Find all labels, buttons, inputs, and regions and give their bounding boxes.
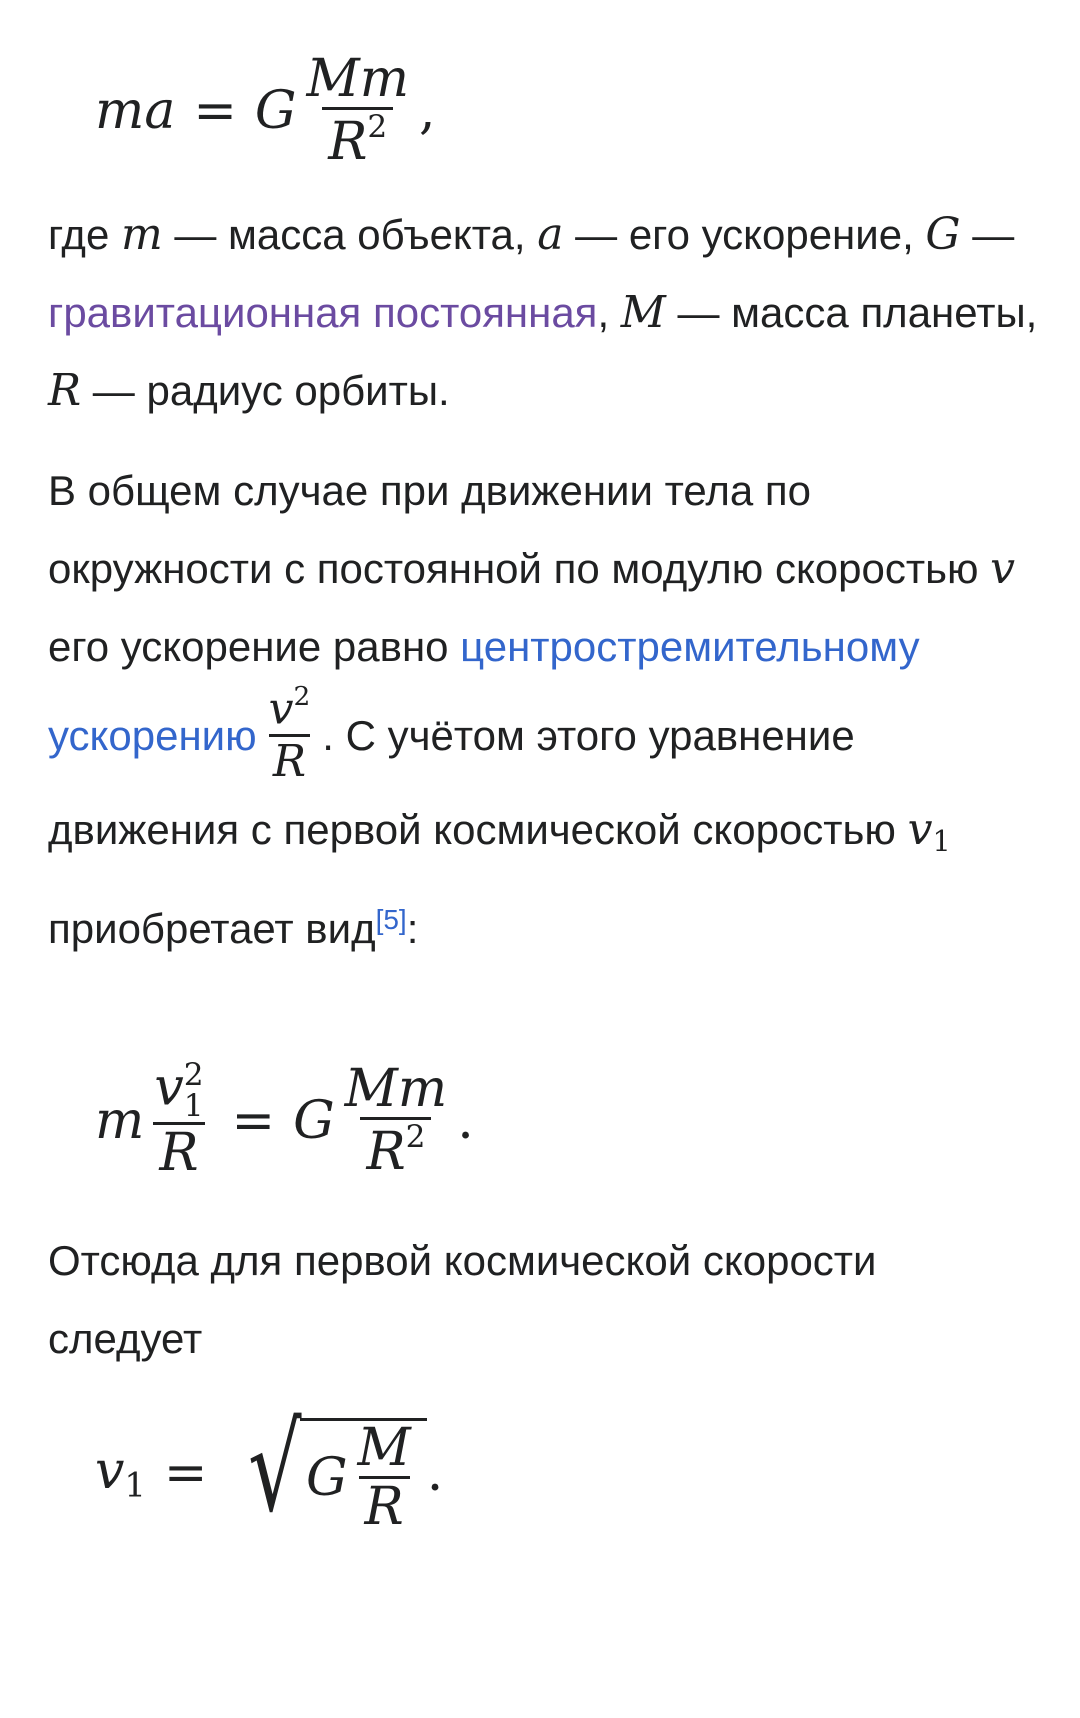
var-G: G — [293, 1091, 335, 1152]
var-v1: $v_1$ — [95, 1441, 146, 1505]
fraction — [300, 49, 415, 172]
numerator: Mm — [344, 1058, 448, 1119]
fraction-v2-over-R: $\frac{v^2}{R}$ — [268, 681, 311, 787]
denominator: $R^2$ — [360, 1117, 431, 1181]
var-G: G — [925, 209, 961, 260]
numerator: Mm — [306, 49, 410, 109]
fraction-Mm-over-R2 — [339, 1058, 454, 1182]
equals-sign: = — [193, 81, 237, 142]
radicand — [300, 1418, 427, 1536]
denominator: R — [153, 1122, 204, 1182]
equation-first-cosmic-velocity — [95, 1400, 444, 1539]
equals-sign: = — [163, 1442, 208, 1503]
var-v1: $v_1$ — [907, 804, 951, 859]
equals-sign: = — [231, 1091, 276, 1152]
var-m: m — [95, 1091, 145, 1152]
var-a: a — [144, 81, 176, 142]
var-a: a — [537, 209, 564, 260]
paragraph-conclusion: Отсюда для первой космической скорости следует — [48, 1237, 877, 1362]
period: . — [457, 1091, 474, 1152]
var-R: R — [48, 365, 82, 416]
radical-icon: √ — [248, 1400, 302, 1539]
fraction-M-over-R — [352, 1418, 417, 1537]
numerator: v 2 1 — [154, 1057, 204, 1125]
link-gravitational-constant[interactable]: гравитационная постоянная — [48, 289, 598, 336]
comma: , — [419, 81, 436, 142]
var-m: m — [95, 81, 145, 142]
denominator: $R^2$ — [322, 107, 393, 171]
reference-link[interactable]: [5] — [375, 903, 407, 935]
var-G: G — [305, 1448, 348, 1509]
numerator: M — [357, 1418, 411, 1478]
equation-motion — [95, 1057, 474, 1184]
var-m: m — [120, 209, 163, 260]
period: . — [426, 1442, 444, 1503]
fraction-v1sq-over-R — [148, 1057, 209, 1184]
square-root — [225, 1400, 426, 1539]
paragraph-definitions: где m — масса объекта, a — его ускорение, G — гравитационная постоянная, M — масса планеты, R — радиус орбиты. — [48, 209, 1038, 416]
var-G: G — [254, 81, 297, 142]
var-v: v — [990, 543, 1016, 594]
link-centripetal-acceleration[interactable]: центростремительному ускорению — [48, 623, 920, 759]
equation-newton-gravity — [95, 49, 436, 172]
var-M: M — [620, 287, 666, 338]
denominator: R — [359, 1476, 410, 1536]
paragraph-centripetal: В общем случае при движении тела по окружности с постоянной по модулю скоростью v его ускорение равно центростремительному ускорению $\frac{v^2}{R}$ . С учётом этого уравнение движения с первой космической скоростью $v_1$ приобретает вид[5]: — [48, 467, 1016, 952]
